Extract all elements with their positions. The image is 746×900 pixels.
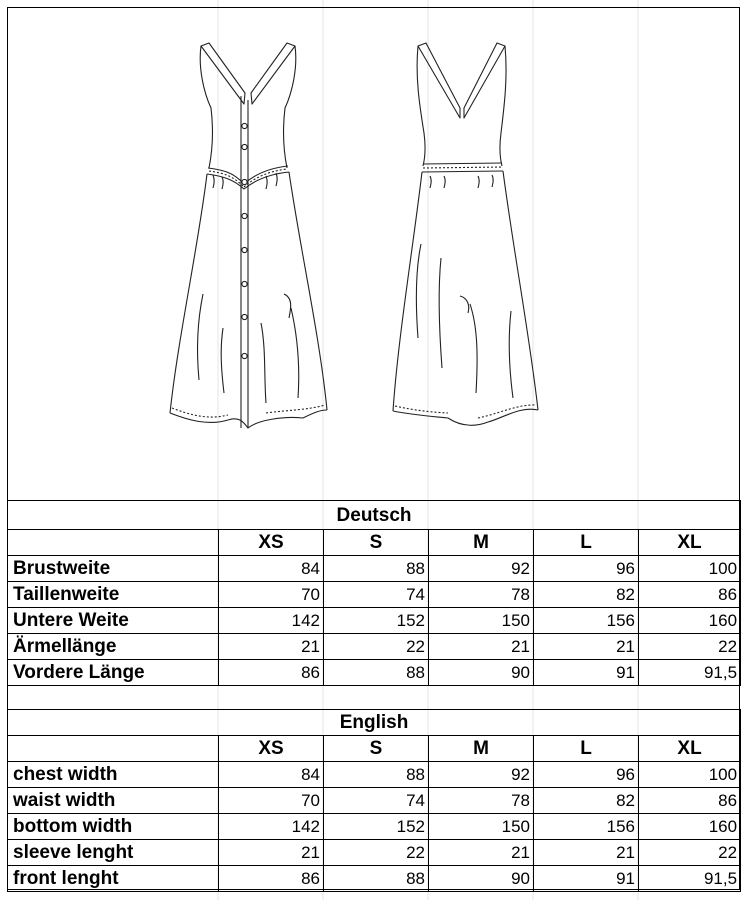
table-title-row xyxy=(8,710,741,736)
cell-value: 91 xyxy=(534,866,639,892)
cell-value: 152 xyxy=(324,814,429,840)
dress-back-view xyxy=(393,43,538,425)
cell-value: 160 xyxy=(639,814,741,840)
size-header-row xyxy=(8,530,741,556)
row-label: Brustweite xyxy=(8,556,219,582)
row-label: Untere Weite xyxy=(8,608,219,634)
cell-value: 82 xyxy=(534,582,639,608)
cell-value: 150 xyxy=(429,608,534,634)
table-row xyxy=(8,866,741,892)
cell-value: 88 xyxy=(324,762,429,788)
cell-value: 78 xyxy=(429,582,534,608)
cell-value: 22 xyxy=(639,840,741,866)
cell-value: 142 xyxy=(219,814,324,840)
table-row xyxy=(8,582,741,608)
table-row xyxy=(8,660,741,686)
cell-value: 91,5 xyxy=(639,660,741,686)
table-title: Deutsch xyxy=(8,501,741,530)
cell-value: 88 xyxy=(324,866,429,892)
table-row xyxy=(8,608,741,634)
cell-value: 84 xyxy=(219,556,324,582)
cell-value: 96 xyxy=(534,556,639,582)
cell-value: 91 xyxy=(534,660,639,686)
cell-value: 82 xyxy=(534,788,639,814)
size-header-m: M xyxy=(429,736,534,762)
cell-value: 21 xyxy=(219,634,324,660)
size-table-german xyxy=(7,500,741,686)
cell-value: 92 xyxy=(429,556,534,582)
row-label: Taillenweite xyxy=(8,582,219,608)
cell-value: 86 xyxy=(219,660,324,686)
table-row xyxy=(8,634,741,660)
size-header-xs: XS xyxy=(219,530,324,556)
cell-value: 21 xyxy=(429,840,534,866)
dress-technical-drawing xyxy=(8,8,739,500)
row-label: chest width xyxy=(8,762,219,788)
cell-value: 70 xyxy=(219,788,324,814)
table-row xyxy=(8,556,741,582)
table-row xyxy=(8,762,741,788)
cell-value: 88 xyxy=(324,556,429,582)
cell-value: 152 xyxy=(324,608,429,634)
cell-value: 78 xyxy=(429,788,534,814)
cell-value: 160 xyxy=(639,608,741,634)
cell-value: 91,5 xyxy=(639,866,741,892)
cell-value: 22 xyxy=(324,634,429,660)
row-label: waist width xyxy=(8,788,219,814)
row-label: front lenght xyxy=(8,866,219,892)
size-header-row xyxy=(8,736,741,762)
size-header-xl: XL xyxy=(639,530,741,556)
size-header-s: S xyxy=(324,530,429,556)
cell-value: 86 xyxy=(639,582,741,608)
header-blank-cell xyxy=(8,736,219,762)
row-label: bottom width xyxy=(8,814,219,840)
cell-value: 156 xyxy=(534,608,639,634)
size-header-xl: XL xyxy=(639,736,741,762)
row-label: Vordere Länge xyxy=(8,660,219,686)
row-label: Ärmellänge xyxy=(8,634,219,660)
cell-value: 96 xyxy=(534,762,639,788)
cell-value: 74 xyxy=(324,582,429,608)
cell-value: 88 xyxy=(324,660,429,686)
cell-value: 90 xyxy=(429,660,534,686)
cell-value: 86 xyxy=(639,788,741,814)
cell-value: 21 xyxy=(534,840,639,866)
cell-value: 100 xyxy=(639,556,741,582)
cell-value: 22 xyxy=(639,634,741,660)
cell-value: 156 xyxy=(534,814,639,840)
size-header-xs: XS xyxy=(219,736,324,762)
cell-value: 90 xyxy=(429,866,534,892)
cell-value: 100 xyxy=(639,762,741,788)
size-header-s: S xyxy=(324,736,429,762)
table-row xyxy=(8,788,741,814)
cell-value: 70 xyxy=(219,582,324,608)
cell-value: 150 xyxy=(429,814,534,840)
cell-value: 21 xyxy=(429,634,534,660)
size-table-english xyxy=(7,709,741,892)
cell-value: 74 xyxy=(324,788,429,814)
cell-value: 86 xyxy=(219,866,324,892)
table-title: English xyxy=(8,710,741,736)
cell-value: 92 xyxy=(429,762,534,788)
cell-value: 142 xyxy=(219,608,324,634)
table-spacer xyxy=(7,683,740,709)
table-row xyxy=(8,814,741,840)
row-label: sleeve lenght xyxy=(8,840,219,866)
size-header-l: L xyxy=(534,736,639,762)
cell-value: 22 xyxy=(324,840,429,866)
dress-front-view xyxy=(170,43,327,428)
cell-value: 84 xyxy=(219,762,324,788)
size-header-m: M xyxy=(429,530,534,556)
table-row xyxy=(8,840,741,866)
table-title-row xyxy=(8,501,741,530)
size-header-l: L xyxy=(534,530,639,556)
header-blank-cell xyxy=(8,530,219,556)
cell-value: 21 xyxy=(534,634,639,660)
cell-value: 21 xyxy=(219,840,324,866)
